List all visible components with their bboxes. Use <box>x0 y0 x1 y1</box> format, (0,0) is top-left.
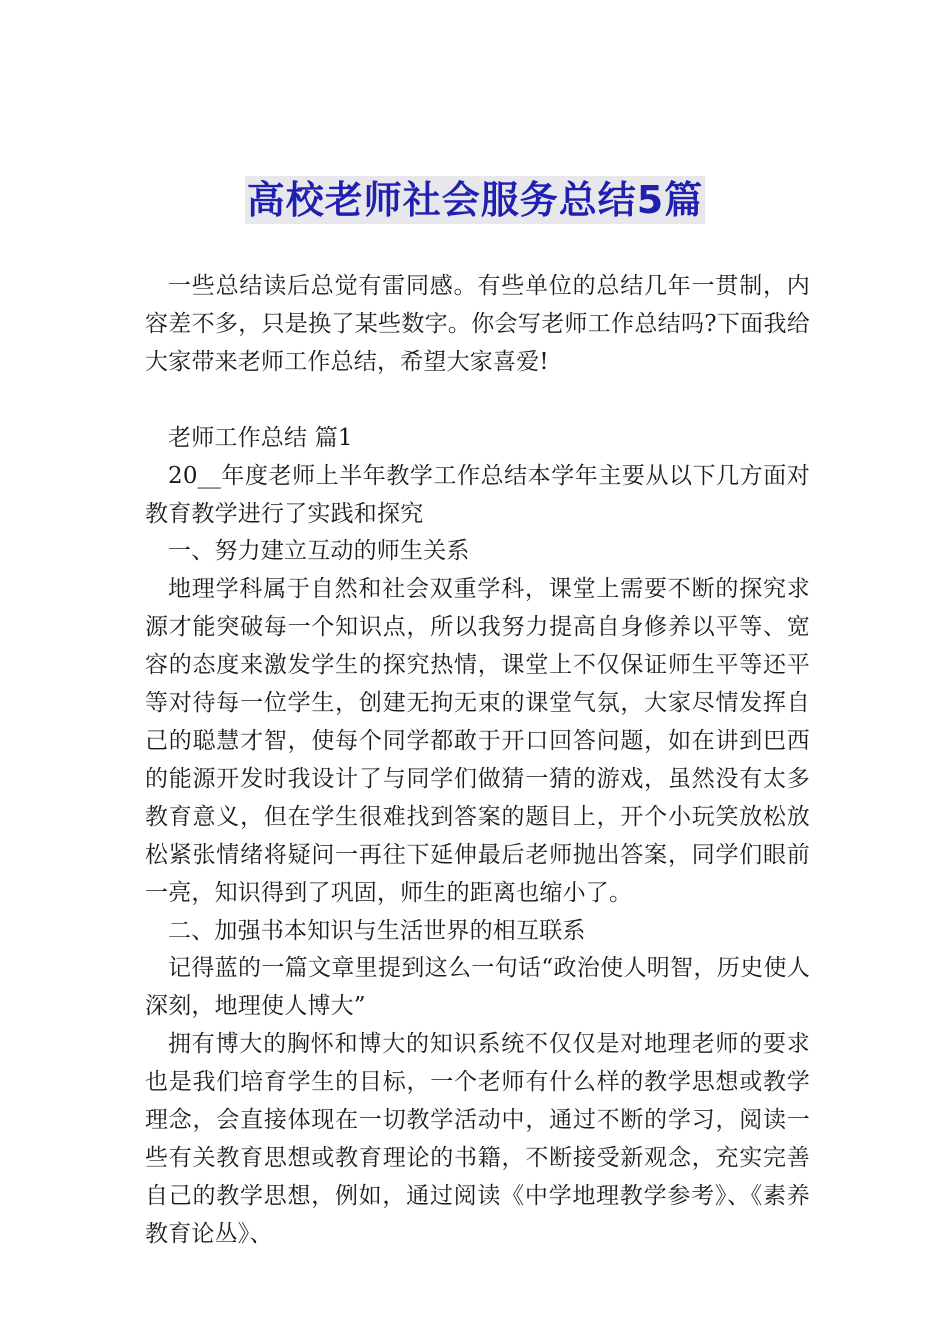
body-paragraph: 拥有博大的胸怀和博大的知识系统不仅仅是对地理老师的要求也是我们培育学生的目标，一个老师有什么样的教学思想或教学理念，会直接体现在一切教学活动中，通过不断的学习，阅读一些有关教育思想或教育理论的书籍，不断接受新观念，充实完善自己的教学思想，例如，通过阅读《中学地理教学参考》、《素养教育论丛》、 <box>145 1031 810 1247</box>
body-paragraph: 记得蓝的一篇文章里提到这么一句话“政治使人明智，历史使人深刻，地理使人博大” <box>145 955 810 1020</box>
title-container <box>0 176 950 224</box>
section-heading: 老师工作总结 篇1 <box>168 424 353 451</box>
document-title: 高校老师社会服务总结5篇 <box>246 178 704 222</box>
body-paragraph: 地理学科属于自然和社会双重学科，课堂上需要不断的探究求源才能突破每一个知识点，所以我努力提高自身修养以平等、宽容的态度来激发学生的探究热情，课堂上不仅保证师生平等还平等对待每一位学生，创建无拘无束的课堂气氛，大家尽情发挥自己的聪慧才智，使每个同学都敢于开口回答问题，如在讲到巴西的能源开发时我设计了与同学们做猜一猜的游戏，虽然没有太多教育意义，但在学生很难找到答案的题目上，开个小玩笑放松放松紧张情绪将疑问一再往下延伸最后老师抛出答案，同学们眼前一亮，知识得到了巩固，师生的距离也缩小了。 <box>145 576 810 906</box>
subheading: 二、加强书本知识与生活世界的相互联系 <box>168 917 586 944</box>
document-body <box>145 268 810 1254</box>
intro-paragraph: 一些总结读后总觉有雷同感。有些单位的总结几年一贯制，内容差不多，只是换了某些数字。你会写老师工作总结吗?下面我给大家带来老师工作总结，希望大家喜爱! <box>145 273 810 375</box>
body-paragraph: 20__年度老师上半年教学工作总结本学年主要从以下几方面对教育教学进行了实践和探究 <box>145 462 810 527</box>
subheading: 一、努力建立互动的师生关系 <box>168 538 470 565</box>
